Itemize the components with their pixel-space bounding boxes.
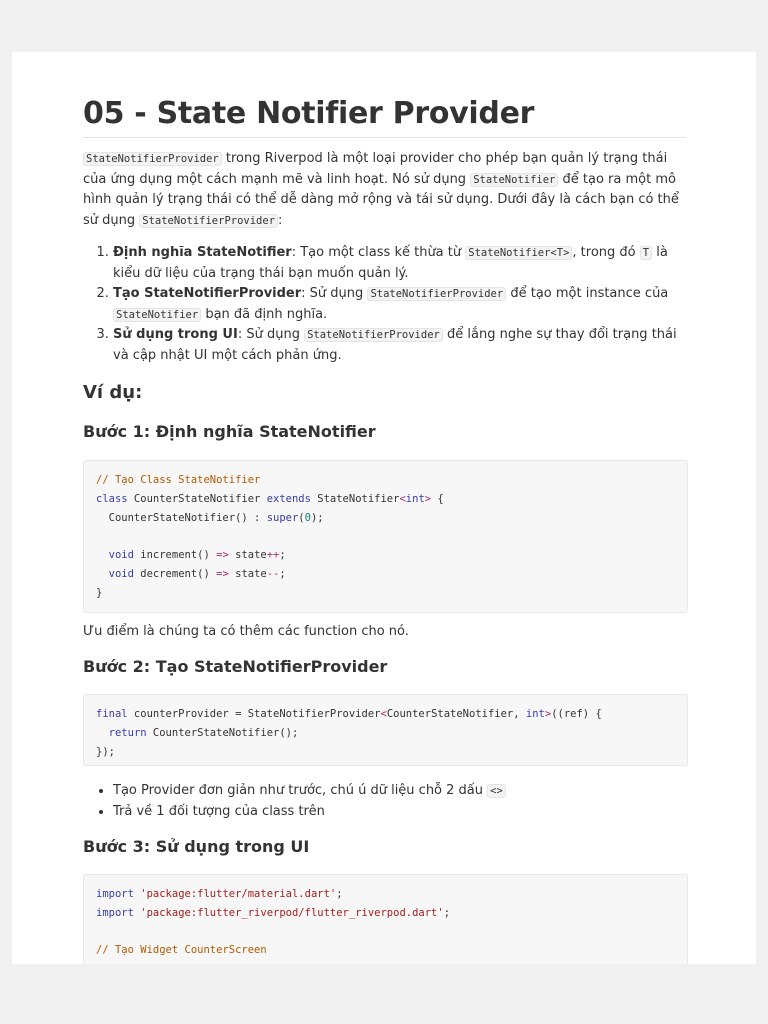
list-item: • Trả về 1 đối tượng của class trên [113, 802, 686, 823]
advantage-text: Ưu điểm là chúng ta có thêm các function cho nó. [83, 624, 409, 639]
step1-heading: Bước 1: Định nghĩa StateNotifier [83, 422, 376, 441]
step3-heading: Bước 3: Sử dụng trong UI [83, 837, 310, 856]
code-block-3: import 'package:flutter/material.dart'; import 'package:flutter_riverpod/flutter_riverpod.dart'; // Tạo Widget CounterScreen [83, 874, 688, 964]
step2-heading: Bước 2: Tạo StateNotifierProvider [83, 657, 388, 676]
document-page [12, 52, 756, 964]
inline-code: StateNotifier [113, 308, 201, 322]
inline-code: T [640, 246, 652, 260]
example-heading: Ví dụ: [83, 382, 143, 403]
inline-code: StateNotifier [470, 173, 558, 187]
notes-list [83, 781, 686, 822]
list-item: 2. Tạo StateNotifierProvider: Sử dụng StateNotifierProvider để tạo một instance của StateNotifier bạn đã định nghĩa. [113, 284, 686, 325]
inline-code: StateNotifierProvider [367, 287, 506, 301]
steps-list [83, 243, 686, 366]
list-item: 3. Sử dụng trong UI: Sử dụng StateNotifierProvider để lắng nghe sự thay đổi trạng thái và cập nhật UI một cách phản ứng. [113, 325, 686, 366]
inline-code: StateNotifierProvider [139, 214, 278, 228]
intro-paragraph: StateNotifierProvider trong Riverpod là một loại provider cho phép bạn quản lý trạng thái của ứng dụng một cách mạnh mẽ và linh hoạt. Nó sử dụng StateNotifier để tạo ra một mô hình quản lý trạng thái có thể dễ dàng mở rộng và tái sử dụng. Dưới đây là cách bạn có thể sử dụng StateNotifierProvider : [83, 151, 679, 228]
inline-code: StateNotifier<T> [465, 246, 572, 260]
code-block-2: final counterProvider = StateNotifierProvider<CounterStateNotifier, int>((ref) { return CounterStateNotifier(); }); [83, 694, 688, 766]
inline-code: StateNotifierProvider [304, 328, 443, 342]
inline-code: StateNotifierProvider [83, 152, 222, 166]
page-title: 05 - State Notifier Provider [83, 96, 686, 138]
list-item: • Tạo Provider đơn giản như trước, chú ú dữ liệu chỗ 2 dấu <> [113, 781, 686, 802]
code-block-1: // Tạo Class StateNotifier class CounterStateNotifier extends StateNotifier<int> { CounterStateNotifier() : super(0); void increment() => state++; void decrement() => state--; } [83, 460, 688, 613]
list-item: 1. Định nghĩa StateNotifier: Tạo một class kế thừa từ StateNotifier<T> , trong đó T là kiểu dữ liệu của trạng thái bạn muốn quản lý. [113, 243, 686, 284]
inline-code: <> [487, 784, 506, 798]
